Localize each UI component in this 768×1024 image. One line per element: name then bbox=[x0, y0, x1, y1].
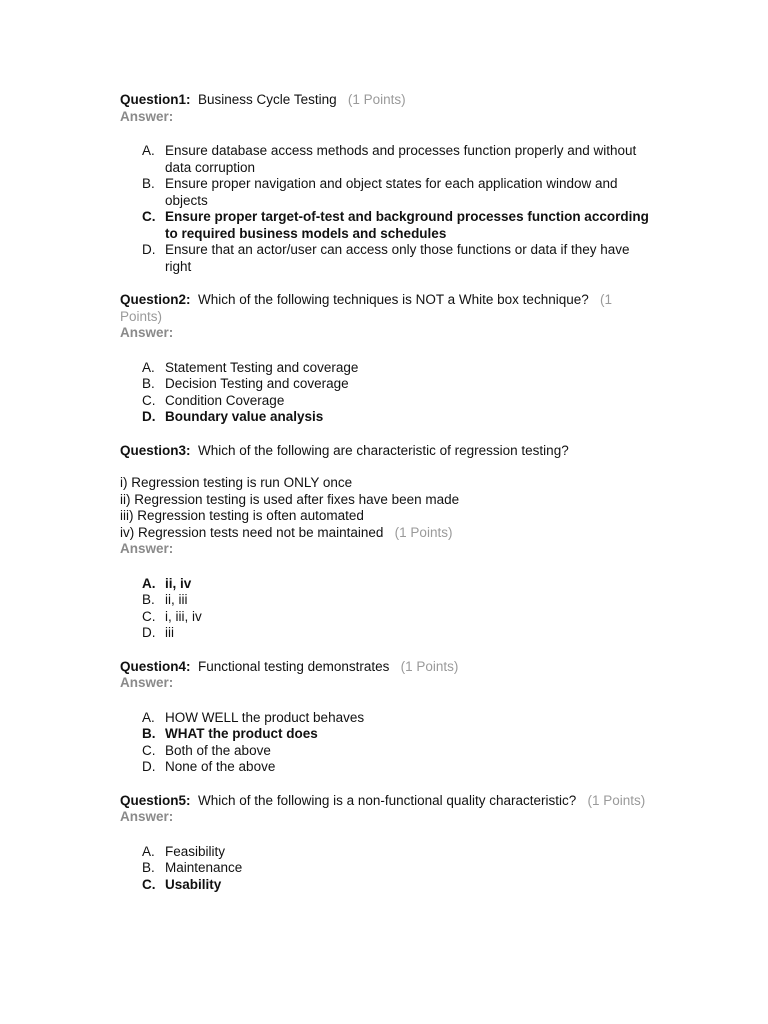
question-2 bbox=[120, 292, 650, 426]
question-3 bbox=[120, 443, 650, 642]
option-text: Usability bbox=[165, 876, 222, 892]
statement: i) Regression testing is run ONLY once bbox=[120, 475, 353, 490]
question-points: (1 Points) bbox=[587, 792, 646, 808]
option-text: None of the above bbox=[165, 759, 276, 774]
option-list bbox=[120, 360, 650, 426]
option-letter: C. bbox=[142, 742, 156, 758]
option-letter: A. bbox=[142, 143, 155, 158]
option-list bbox=[120, 844, 650, 894]
option-text: Ensure that an actor/user can access only those functions or data if they have right bbox=[165, 242, 630, 274]
question-line bbox=[120, 292, 650, 325]
option-text: Boundary value analysis bbox=[165, 409, 324, 424]
option-letter: A. bbox=[142, 709, 155, 725]
question-line bbox=[120, 443, 650, 460]
option-text: Condition Coverage bbox=[165, 392, 285, 408]
question-1 bbox=[120, 92, 650, 275]
question-points: (1 Points) bbox=[400, 658, 459, 674]
statement: iii) Regression testing is often automated bbox=[120, 508, 364, 523]
option-b bbox=[120, 592, 650, 609]
answer-label: Answer: bbox=[120, 541, 174, 556]
statement: iv) Regression tests need not be maintained bbox=[120, 524, 384, 540]
option-text: WHAT the product does bbox=[165, 726, 318, 741]
question-points: (1 Points) bbox=[394, 524, 453, 540]
question-text: Which of the following are characteristic of regression testing? bbox=[198, 442, 569, 458]
option-text: HOW WELL the product behaves bbox=[165, 709, 365, 725]
option-text: Ensure database access methods and processes function properly and without data corruption bbox=[165, 143, 637, 175]
option-letter: C. bbox=[142, 209, 156, 224]
question-label: Question3: bbox=[120, 442, 191, 458]
answer-label: Answer: bbox=[120, 325, 174, 340]
option-letter: A. bbox=[142, 843, 155, 859]
option-letter: C. bbox=[142, 876, 156, 892]
question-line bbox=[120, 659, 650, 676]
option-letter: D. bbox=[142, 409, 156, 424]
option-letter: B. bbox=[142, 176, 155, 191]
quiz-content bbox=[120, 92, 650, 910]
option-letter: B. bbox=[142, 726, 156, 741]
option-a-correct bbox=[120, 576, 650, 593]
answer-label: Answer: bbox=[120, 809, 174, 824]
option-letter: A. bbox=[142, 359, 155, 375]
statement-list bbox=[120, 475, 650, 541]
question-text: Which of the following techniques is NOT a White box technique? bbox=[198, 292, 589, 307]
option-letter: D. bbox=[142, 625, 156, 640]
option-a bbox=[120, 143, 650, 176]
option-text: Decision Testing and coverage bbox=[165, 376, 349, 391]
option-text: Feasibility bbox=[165, 843, 226, 859]
option-text: Both of the above bbox=[165, 742, 271, 758]
question-line bbox=[120, 92, 650, 109]
option-letter: B. bbox=[142, 376, 155, 391]
option-b-correct bbox=[120, 726, 650, 743]
option-d bbox=[120, 759, 650, 776]
option-a bbox=[120, 710, 650, 727]
option-letter: B. bbox=[142, 860, 155, 875]
answer-label: Answer: bbox=[120, 108, 174, 124]
option-a bbox=[120, 360, 650, 377]
option-text: Ensure proper navigation and object states for each application window and objects bbox=[165, 176, 618, 208]
question-text: Business Cycle Testing bbox=[198, 92, 337, 107]
question-5 bbox=[120, 793, 650, 894]
option-text: iii bbox=[165, 625, 174, 640]
question-4 bbox=[120, 659, 650, 776]
option-c bbox=[120, 609, 650, 626]
question-line bbox=[120, 793, 650, 810]
question-label: Question2: bbox=[120, 292, 191, 307]
question-text: Functional testing demonstrates bbox=[198, 658, 390, 674]
option-list bbox=[120, 710, 650, 776]
option-letter: C. bbox=[142, 608, 156, 624]
option-letter: C. bbox=[142, 392, 156, 408]
question-label: Question4: bbox=[120, 658, 191, 674]
answer-label: Answer: bbox=[120, 675, 174, 690]
option-b bbox=[120, 376, 650, 393]
option-d bbox=[120, 242, 650, 275]
option-text: Ensure proper target-of-test and background processes function according to required business models and schedules bbox=[165, 209, 649, 241]
option-c bbox=[120, 743, 650, 760]
option-d bbox=[120, 625, 650, 642]
option-letter: D. bbox=[142, 242, 156, 257]
question-label: Question5: bbox=[120, 792, 191, 808]
option-text: Statement Testing and coverage bbox=[165, 359, 359, 375]
question-label: Question1: bbox=[120, 92, 191, 107]
option-c-correct bbox=[120, 209, 650, 242]
option-letter: D. bbox=[142, 759, 156, 774]
option-letter: A. bbox=[142, 575, 156, 591]
option-c bbox=[120, 393, 650, 410]
option-text: i, iii, iv bbox=[165, 608, 202, 624]
option-text: ii, iii bbox=[165, 592, 188, 607]
option-c-correct bbox=[120, 877, 650, 894]
option-list bbox=[120, 143, 650, 275]
option-text: ii, iv bbox=[165, 575, 192, 591]
option-list bbox=[120, 576, 650, 642]
statement: ii) Regression testing is used after fixes have been made bbox=[120, 491, 460, 507]
option-b bbox=[120, 860, 650, 877]
question-points: (1 Points) bbox=[347, 92, 406, 107]
option-a bbox=[120, 844, 650, 861]
question-points: (1 Points) bbox=[120, 292, 613, 324]
statement-last bbox=[120, 525, 650, 542]
option-letter: B. bbox=[142, 592, 155, 607]
question-text: Which of the following is a non-functional quality characteristic? bbox=[198, 792, 577, 808]
option-b bbox=[120, 176, 650, 209]
option-d-correct bbox=[120, 409, 650, 426]
option-text: Maintenance bbox=[165, 860, 243, 875]
